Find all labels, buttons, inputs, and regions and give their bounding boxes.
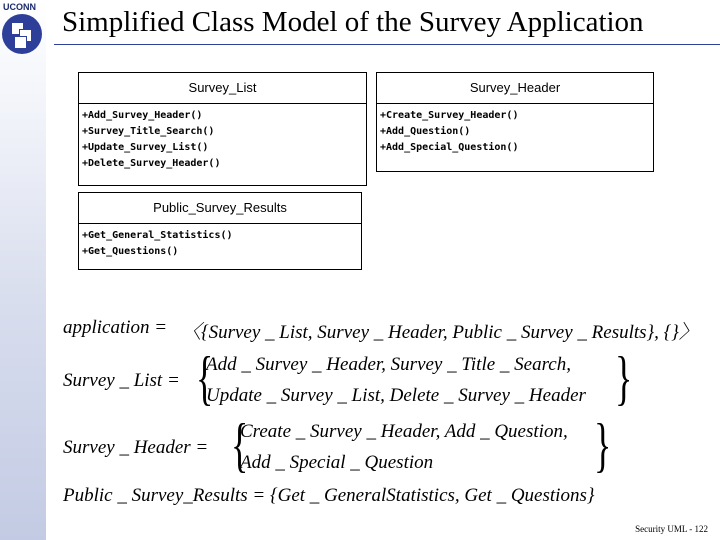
operation: +Delete_Survey_Header() bbox=[82, 158, 221, 169]
formula-survey-header-lhs: Survey _ Header = bbox=[63, 437, 209, 458]
class-name: Survey_List bbox=[79, 73, 366, 104]
operation: +Get_Questions() bbox=[82, 246, 179, 257]
operation: +Survey_Title_Search() bbox=[82, 126, 215, 137]
formula-application-lhs: application = bbox=[63, 317, 168, 338]
formula-survey-list-line1: Add _ Survey _ Header, Survey _ Title _ Search, bbox=[206, 354, 571, 375]
left-brace-icon: { bbox=[231, 412, 249, 478]
class-survey-header bbox=[376, 72, 654, 172]
slide-title: Simplified Class Model of the Survey Application bbox=[62, 6, 644, 38]
operation: +Add_Question() bbox=[380, 126, 471, 137]
formula-application-rhs: 〈{Survey _ List, Survey _ Header, Public _ Survey _ Results}, {}〉 bbox=[182, 322, 698, 343]
uconn-logo-icon bbox=[2, 14, 42, 54]
class-operations bbox=[79, 104, 366, 174]
formula-public-survey-results: Public _ Survey_Results = {Get _ GeneralStatistics, Get _ Questions} bbox=[63, 485, 595, 506]
class-name: Survey_Header bbox=[377, 73, 653, 104]
formula-survey-list-line2: Update _ Survey _ List, Delete _ Survey _ Header bbox=[206, 385, 586, 406]
formula-survey-list-lhs: Survey _ List = bbox=[63, 370, 180, 391]
class-survey-list bbox=[78, 72, 367, 186]
class-name: Public_Survey_Results bbox=[79, 193, 361, 224]
slide-footer: Security UML - 122 bbox=[635, 524, 708, 534]
operation: +Create_Survey_Header() bbox=[380, 110, 519, 121]
operation: +Update_Survey_List() bbox=[82, 142, 209, 153]
class-operations bbox=[377, 104, 653, 158]
class-public-survey-results bbox=[78, 192, 362, 270]
formula-survey-header-line2: Add _ Special _ Question bbox=[240, 452, 434, 473]
operation: +Add_Special_Question() bbox=[380, 142, 519, 153]
class-operations bbox=[79, 224, 361, 262]
operation: +Add_Survey_Header() bbox=[82, 110, 203, 121]
left-brace-icon: { bbox=[196, 345, 214, 411]
uconn-logo-text: UCONN bbox=[3, 2, 36, 12]
sidebar-gradient bbox=[0, 0, 46, 540]
title-divider bbox=[54, 44, 720, 45]
formula-survey-header-line1: Create _ Survey _ Header, Add _ Question, bbox=[240, 421, 568, 442]
operation: +Get_General_Statistics() bbox=[82, 230, 233, 241]
right-brace-icon: } bbox=[594, 412, 612, 478]
right-brace-icon: } bbox=[615, 345, 633, 411]
